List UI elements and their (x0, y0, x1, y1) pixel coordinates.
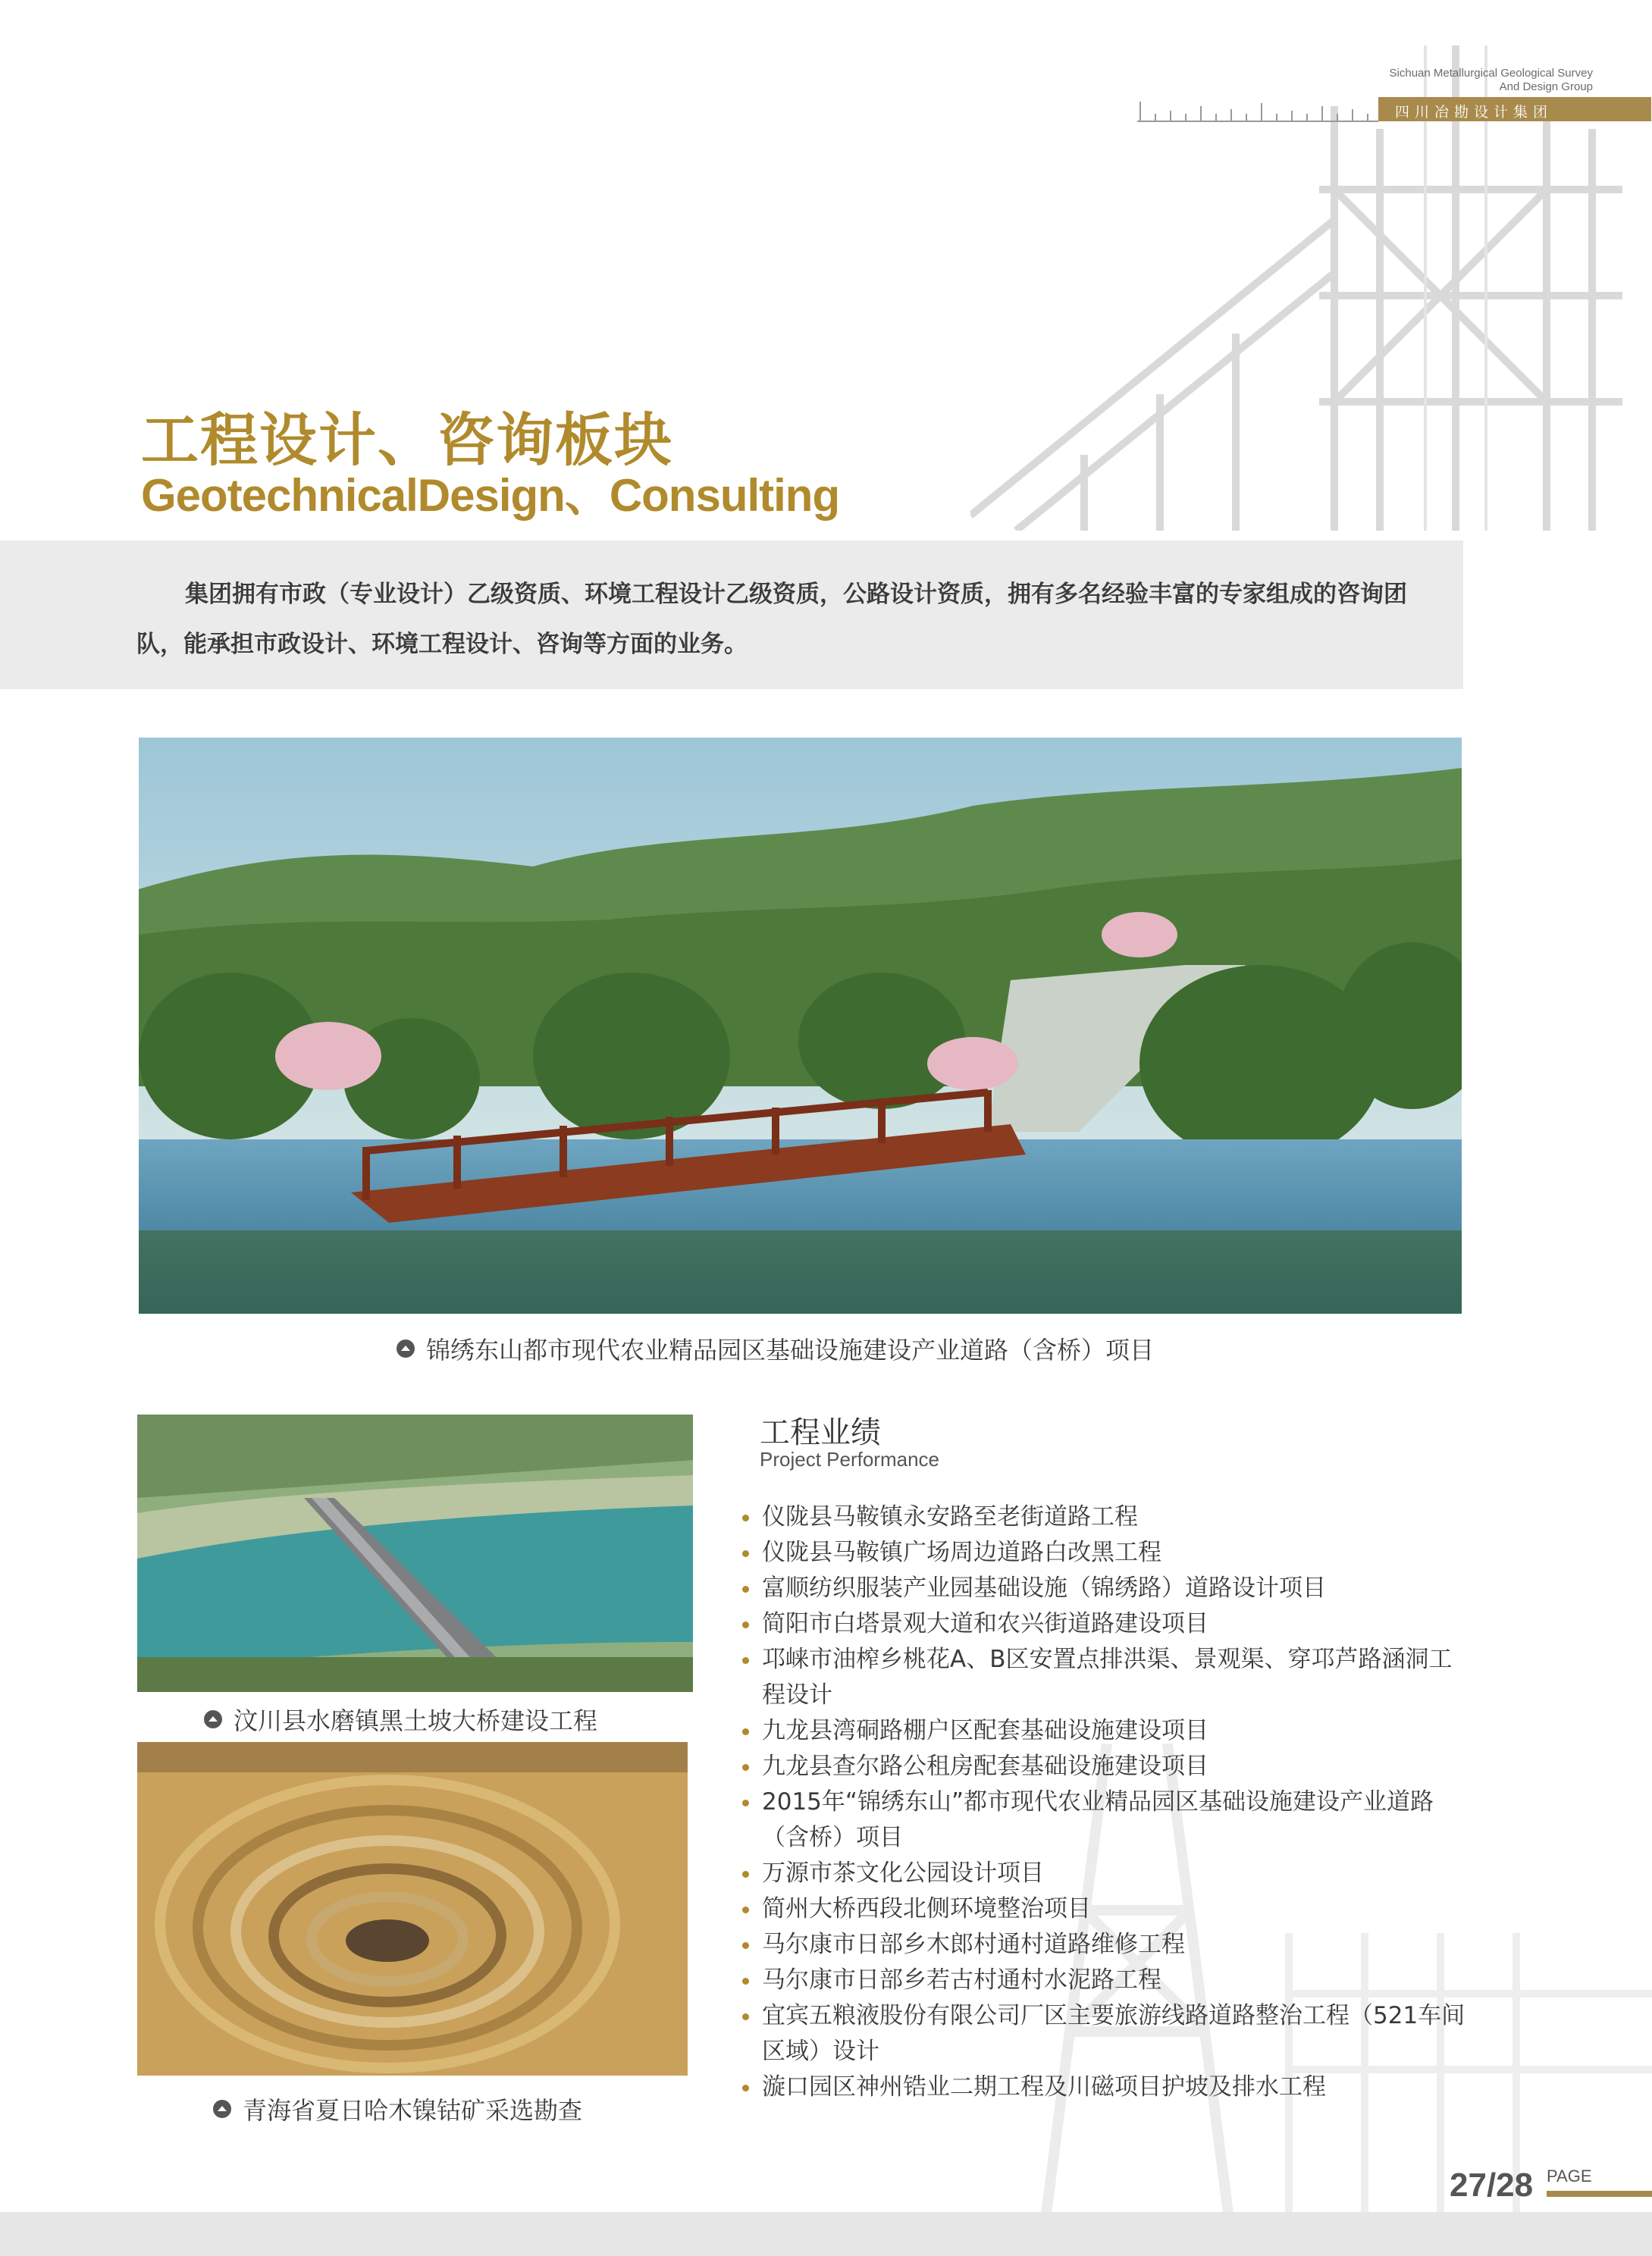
brand-english-line2: And Design Group (1499, 80, 1593, 93)
footer-band (0, 2212, 1652, 2256)
bullet-dot-icon (742, 1657, 749, 1664)
bullet-dot-icon (742, 1728, 749, 1735)
list-item: 简阳市白塔景观大道和农兴街道路建设项目 (739, 1606, 1467, 1642)
brand-chinese-bar (1378, 97, 1651, 121)
bridge-photo-caption-text: 汶川县水磨镇黑土坡大桥建设工程 (234, 1706, 598, 1735)
intro-band (0, 540, 1463, 689)
performance-list (739, 1499, 1467, 2105)
list-item: 宜宾五粮液股份有限公司厂区主要旅游线路道路整治工程（521车间区域）设计 (739, 1998, 1467, 2070)
list-item: 漩口园区神州锆业二期工程及川磁项目护坡及排水工程 (739, 2070, 1467, 2105)
performance-title: 工程业绩 (760, 1415, 881, 1450)
brand-chinese-name: 四川冶勘设计集团 (1395, 104, 1553, 121)
page-label: PAGE (1547, 2167, 1592, 2186)
list-item: 万源市茶文化公园设计项目 (739, 1856, 1467, 1891)
list-item: 仪陇县马鞍镇广场周边道路白改黑工程 (739, 1535, 1467, 1571)
performance-subtitle: Project Performance (760, 1448, 939, 1471)
bridge-photo (137, 1415, 693, 1692)
main-landscape-photo (139, 738, 1462, 1314)
mine-photo-caption-text: 青海省夏日哈木镍钴矿采选勘查 (243, 2096, 583, 2125)
bullet-dot-icon (742, 1942, 749, 1949)
section-title-chinese: 工程设计、咨询板块 (141, 406, 673, 474)
list-item: 富顺纺织服装产业园基础设施（锦绣路）道路设计项目 (739, 1571, 1467, 1606)
brand-english-line1: Sichuan Metallurgical Geological Survey (1389, 67, 1593, 80)
list-item: 马尔康市日部乡木郎村通村道路维修工程 (739, 1927, 1467, 1963)
list-item: 九龙县湾硐路棚户区配套基础设施建设项目 (739, 1713, 1467, 1749)
bullet-dot-icon (742, 2085, 749, 2092)
page-rule (1547, 2191, 1652, 2197)
caption-arrow-icon (396, 1339, 415, 1358)
brand-english-name (1390, 67, 1593, 94)
list-item: 简州大桥西段北侧环境整治项目 (739, 1891, 1467, 1927)
bullet-dot-icon (742, 1550, 749, 1557)
list-item: 马尔康市日部乡若古村通村水泥路工程 (739, 1963, 1467, 1998)
bullet-dot-icon (742, 1871, 749, 1878)
bullet-dot-icon (742, 1907, 749, 1913)
bullet-dot-icon (742, 1978, 749, 1985)
bullet-dot-icon (742, 1764, 749, 1771)
main-photo-caption-text: 锦绣东山都市现代农业精品园区基础设施建设产业道路（含桥）项目 (426, 1336, 1155, 1365)
list-item: 2015年“锦绣东山”都市现代农业精品园区基础设施建设产业道路（含桥）项目 (739, 1784, 1467, 1856)
intro-paragraph: 集团拥有市政（专业设计）乙级资质、环境工程设计乙级资质，公路设计资质，拥有多名经验丰富的专家组成的咨询团队，能承担市政设计、环境工程设计、咨询等方面的业务。 (136, 581, 1407, 658)
caption-arrow-icon (203, 1709, 223, 1729)
section-title-english: GeotechnicalDesign、Consulting (141, 470, 840, 521)
bullet-dot-icon (742, 1586, 749, 1593)
mine-photo-caption (212, 2092, 582, 2126)
page-number: 27/28 (1450, 2167, 1534, 2204)
caption-arrow-icon (212, 2099, 232, 2119)
bridge-photo-caption (203, 1702, 597, 1737)
main-photo-caption (396, 1331, 1154, 1366)
bullet-dot-icon (742, 1515, 749, 1521)
bullet-dot-icon (742, 1800, 749, 1806)
list-item: 仪陇县马鞍镇永安路至老街道路工程 (739, 1499, 1467, 1535)
bullet-dot-icon (742, 1622, 749, 1628)
bullet-dot-icon (742, 2013, 749, 2020)
ruler-decoration (1137, 97, 1378, 123)
list-item: 邛崃市油榨乡桃花A、B区安置点排洪渠、景观渠、穿邛芦路涵洞工程设计 (739, 1642, 1467, 1713)
list-item: 九龙县查尔路公租房配套基础设施建设项目 (739, 1749, 1467, 1784)
mine-photo (137, 1742, 688, 2076)
